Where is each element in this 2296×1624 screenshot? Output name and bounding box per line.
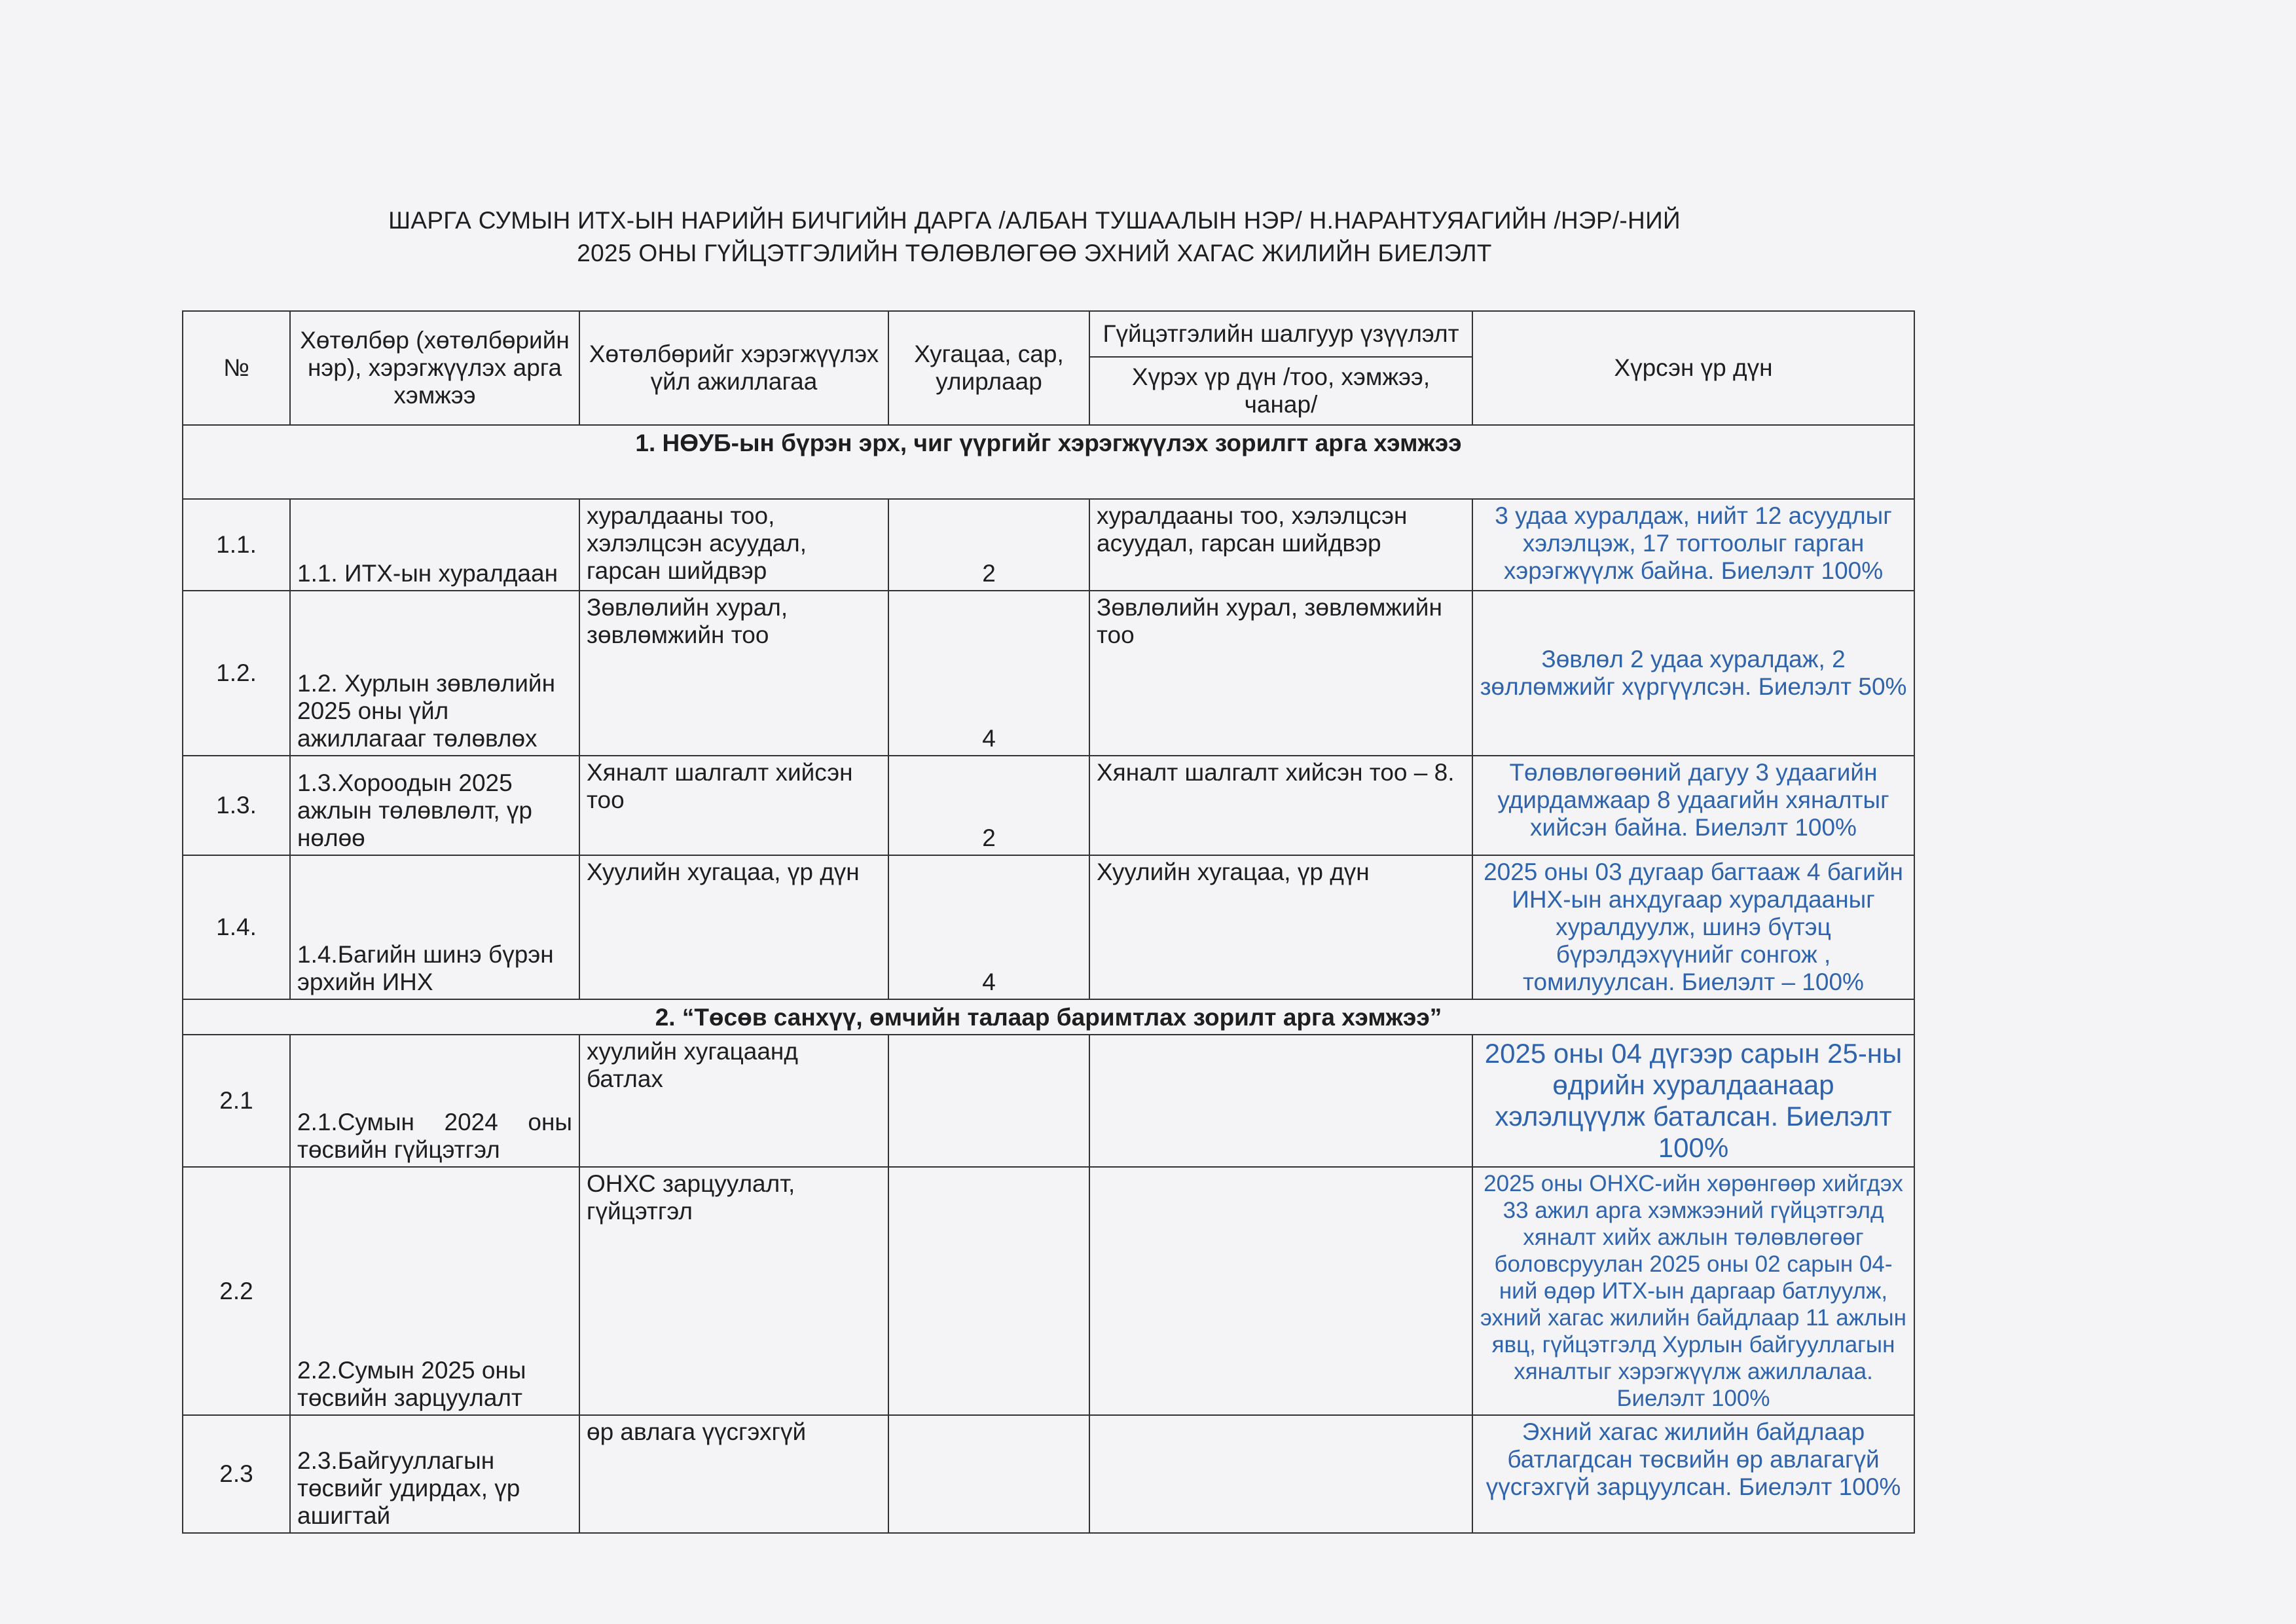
header-program: Хөтөлбөр (хөтөлбөрийн нэр), хэрэгжүүлэх арга хэмжээ [290, 311, 579, 425]
row-expected [1089, 1415, 1472, 1533]
row-number: 2.2 [183, 1167, 290, 1415]
row-achieved: 3 удаа хуралдаж, нийт 12 асуудлыг хэлэлцэж, 17 тогтоолыг гарган хэрэгжүүлж байна. Биелэлт 100% [1472, 499, 1914, 591]
row-program: 2.1.Сумын 2024 оны төсвийн гүйцэтгэл [290, 1035, 579, 1167]
header-no: № [183, 311, 290, 425]
row-achieved: 2025 оны ОНХС-ийн хөрөнгөөр хийгдэх 33 ажил арга хэмжээний гүйцэтгэлд хяналт хийх ажлын төлөвлөгөөг боловсруулан 2025 оны 02 сарын 04-ний өдөр ИТХ-ын даргаар батлуулж, эхний хагас жилийн байдлаар 11 ажлын явц, гүйцэтгэлд Хурлын байгууллагын хяналтыг хэрэгжүүлж ажиллалаа. Биелэлт 100% [1472, 1167, 1914, 1415]
row-expected: Хяналт шалгалт хийсэн тоо – 8. [1089, 756, 1472, 855]
row-deadline: 2 [888, 499, 1089, 591]
header-expected: Хүрэх үр дүн /тоо, хэмжээ, чанар/ [1089, 357, 1472, 425]
row-number: 2.3 [183, 1415, 290, 1533]
row-activity: Хуулийн хугацаа, үр дүн [579, 855, 888, 999]
row-activity: ОНХС зарцуулалт, гүйцэтгэл [579, 1167, 888, 1415]
table-row [183, 1167, 1914, 1415]
section-title: 2. “Төсөв санхүү, өмчийн талаар баримтлах зорилт арга хэмжээ” [183, 999, 1914, 1035]
title-line-1: ШАРГА СУМЫН ИТХ-ЫН НАРИЙН БИЧГИЙН ДАРГА /АЛБАН ТУШААЛЫН НЭР/ Н.НАРАНТУЯАГИЙН /НЭР/-НИЙ [388, 207, 1681, 234]
row-achieved: Эхний хагас жилийн байдлаар батлагдсан төсвийн өр авлагагүй үүсгэхгүй зарцуулсан. Биелэлт 100% [1472, 1415, 1914, 1533]
table-row [183, 591, 1914, 756]
row-number: 1.2. [183, 591, 290, 756]
row-activity: өр авлага үүсгэхгүй [579, 1415, 888, 1533]
row-activity: хуралдааны тоо, хэлэлцсэн асуудал, гарсан шийдвэр [579, 499, 888, 591]
row-number: 1.1. [183, 499, 290, 591]
row-activity: Зөвлөлийн хурал, зөвлөмжийн тоо [579, 591, 888, 756]
row-deadline [888, 1415, 1089, 1533]
table-row [183, 855, 1914, 999]
row-achieved: 2025 оны 03 дугаар багтааж 4 багийн ИНХ-ын анхдугаар хуралдааныг хуралдуулж, шинэ бүтэц бүрэлдэхүүнийг сонгож , томилуулсан. Биелэлт – 100% [1472, 855, 1914, 999]
header-activity: Хөтөлбөрийг хэрэгжүүлэх үйл ажиллагаа [579, 311, 888, 425]
header-deadline: Хугацаа, сар, улирлаар [888, 311, 1089, 425]
row-program: 1.1. ИТХ-ын хуралдаан [290, 499, 579, 591]
table-row [183, 756, 1914, 855]
table-row [183, 1415, 1914, 1533]
row-program: 1.3.Хороодын 2025 ажлын төлөвлөлт, үр нөлөө [290, 756, 579, 855]
section-row [183, 425, 1914, 499]
header-criteria: Гүйцэтгэлийн шалгуур үзүүлэлт [1089, 311, 1472, 357]
row-deadline: 4 [888, 855, 1089, 999]
row-program: 2.2.Сумын 2025 оны төсвийн зарцуулалт [290, 1167, 579, 1415]
row-program: 2.3.Байгууллагын төсвийг удирдах, үр ашигтай [290, 1415, 579, 1533]
row-deadline [888, 1167, 1089, 1415]
header-achieved: Хүрсэн үр дүн [1472, 311, 1914, 425]
row-number: 1.4. [183, 855, 290, 999]
performance-plan-table [182, 310, 1915, 1534]
row-expected: Зөвлөлийн хурал, зөвлөмжийн тоо [1089, 591, 1472, 756]
title-line-2: 2025 ОНЫ ГҮЙЦЭТГЭЛИЙН ТӨЛӨВЛӨГӨӨ ЭХНИЙ ХАГАС ЖИЛИЙН БИЕЛЭЛТ [577, 240, 1492, 267]
row-activity: хуулийн хугацаанд батлах [579, 1035, 888, 1167]
row-deadline: 2 [888, 756, 1089, 855]
row-expected [1089, 1167, 1472, 1415]
row-deadline [888, 1035, 1089, 1167]
row-number: 1.3. [183, 756, 290, 855]
row-activity: Хяналт шалгалт хийсэн тоо [579, 756, 888, 855]
row-achieved: Төлөвлөгөөний дагуу 3 удаагийн удирдамжаар 8 удаагийн хяналтыг хийсэн байна. Биелэлт 100% [1472, 756, 1914, 855]
row-number: 2.1 [183, 1035, 290, 1167]
row-expected: хуралдааны тоо, хэлэлцсэн асуудал, гарсан шийдвэр [1089, 499, 1472, 591]
table-row [183, 499, 1914, 591]
page-title [183, 204, 1886, 270]
row-expected: Хуулийн хугацаа, үр дүн [1089, 855, 1472, 999]
table-row [183, 1035, 1914, 1167]
row-achieved: Зөвлөл 2 удаа хуралдаж, 2 зөллөмжийг хүргүүлсэн. Биелэлт 50% [1472, 591, 1914, 756]
row-expected [1089, 1035, 1472, 1167]
section-title: 1. НӨУБ-ын бүрэн эрх, чиг үүргийг хэрэгжүүлэх зорилгт арга хэмжээ [183, 425, 1914, 499]
row-achieved: 2025 оны 04 дүгээр сарын 25-ны өдрийн хуралдаанаар хэлэлцүүлж баталсан. Биелэлт 100% [1472, 1035, 1914, 1167]
row-program: 1.2. Хурлын зөвлөлийн 2025 оны үйл ажиллагааг төлөвлөх [290, 591, 579, 756]
row-program: 1.4.Багийн шинэ бүрэн эрхийн ИНХ [290, 855, 579, 999]
section-row [183, 999, 1914, 1035]
row-deadline: 4 [888, 591, 1089, 756]
